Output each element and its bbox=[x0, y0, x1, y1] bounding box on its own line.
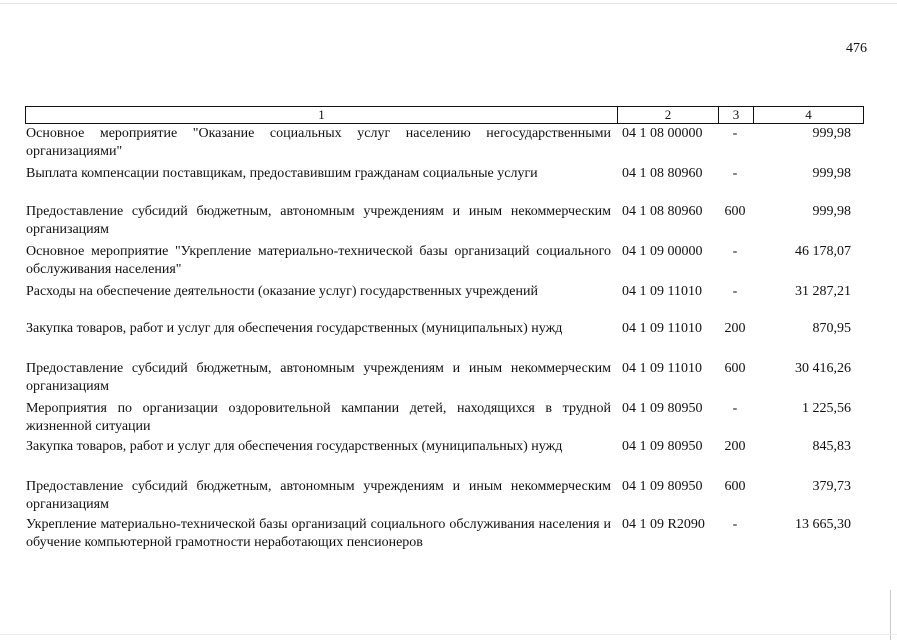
row-code: 04 1 09 00000 bbox=[622, 244, 703, 259]
header-col-4: 4 bbox=[805, 107, 812, 122]
table-row bbox=[26, 516, 866, 556]
row-type: - bbox=[732, 401, 738, 416]
scan-edge-bottom bbox=[0, 634, 897, 635]
row-code: 04 1 09 80950 bbox=[622, 401, 703, 416]
table-body bbox=[26, 125, 866, 556]
row-name: Выплата компенсации поставщикам, предоставившим гражданам социальные услуги bbox=[26, 166, 538, 181]
row-code: 04 1 09 R2090 bbox=[622, 517, 705, 532]
row-type: 600 bbox=[724, 204, 746, 219]
row-name: Расходы на обеспечение деятельности (оказание услуг) государственных учреждений bbox=[26, 284, 538, 299]
row-type: - bbox=[732, 284, 738, 299]
row-amount: 30 416,26 bbox=[795, 361, 851, 376]
row-code: 04 1 09 80950 bbox=[622, 479, 703, 494]
row-type: 600 bbox=[724, 479, 746, 494]
row-name: Закупка товаров, работ и услуг для обеспечения государственных (муниципальных) нужд bbox=[26, 321, 563, 336]
row-code: 04 1 09 11010 bbox=[622, 361, 702, 376]
table-row bbox=[26, 400, 866, 438]
row-amount: 13 665,30 bbox=[795, 517, 851, 532]
row-type: - bbox=[732, 517, 738, 532]
row-type: - bbox=[732, 166, 738, 181]
row-code: 04 1 09 80950 bbox=[622, 439, 703, 454]
scan-edge-top bbox=[0, 3, 897, 4]
table-row bbox=[26, 360, 866, 400]
row-amount: 845,83 bbox=[812, 439, 851, 454]
page-number: 476 bbox=[846, 41, 867, 56]
row-amount: 999,98 bbox=[812, 204, 851, 219]
table-row bbox=[26, 320, 866, 360]
row-name: Предоставление субсидий бюджетным, автономным учреждениям и иным некоммерческим организациям bbox=[26, 204, 611, 237]
table-row bbox=[26, 125, 866, 165]
header-col-2: 2 bbox=[618, 107, 719, 123]
row-code: 04 1 09 11010 bbox=[622, 321, 702, 336]
row-code: 04 1 08 00000 bbox=[622, 126, 703, 141]
row-name: Предоставление субсидий бюджетным, автономным учреждениям и иным некоммерческим организациям bbox=[26, 361, 611, 394]
row-amount: 999,98 bbox=[812, 166, 851, 181]
row-amount: 31 287,21 bbox=[795, 284, 851, 299]
row-name: Основное мероприятие "Оказание социальных услуг населению негосударственными организациями" bbox=[26, 126, 611, 159]
row-code: 04 1 08 80960 bbox=[622, 166, 703, 181]
row-name: Закупка товаров, работ и услуг для обеспечения государственных (муниципальных) нужд bbox=[26, 439, 563, 454]
row-amount: 870,95 bbox=[812, 321, 851, 336]
table-row bbox=[26, 438, 866, 478]
row-amount: 999,98 bbox=[812, 126, 851, 141]
row-name: Укрепление материально-технической базы организаций социального обслуживания населения и обучение компьютерной грамотности неработающих пенсионеров bbox=[26, 517, 611, 550]
table-row bbox=[26, 203, 866, 243]
row-type: - bbox=[732, 244, 738, 259]
row-name: Основное мероприятие "Укрепление материально-технической базы организаций социального обслуживания населения" bbox=[26, 244, 611, 277]
row-amount: 46 178,07 bbox=[795, 244, 851, 259]
row-type: 200 bbox=[724, 321, 746, 336]
table-row bbox=[26, 243, 866, 283]
row-code: 04 1 08 80960 bbox=[622, 204, 703, 219]
row-amount: 1 225,56 bbox=[802, 401, 851, 416]
row-type: 200 bbox=[724, 439, 746, 454]
row-type: - bbox=[732, 126, 738, 141]
table-header bbox=[25, 106, 864, 124]
table-row bbox=[26, 165, 866, 203]
row-type: 600 bbox=[724, 361, 746, 376]
row-name: Предоставление субсидий бюджетным, автономным учреждениям и иным некоммерческим организациям bbox=[26, 479, 611, 512]
table-row bbox=[26, 283, 866, 320]
row-amount: 379,73 bbox=[812, 479, 851, 494]
header-col-1: 1 bbox=[26, 107, 618, 123]
scan-edge-right bbox=[890, 590, 891, 640]
header-col-3: 3 bbox=[719, 107, 754, 123]
row-name: Мероприятия по организации оздоровительной кампании детей, находящихся в трудной жизненной ситуации bbox=[26, 401, 611, 434]
row-code: 04 1 09 11010 bbox=[622, 284, 702, 299]
table-row bbox=[26, 478, 866, 516]
